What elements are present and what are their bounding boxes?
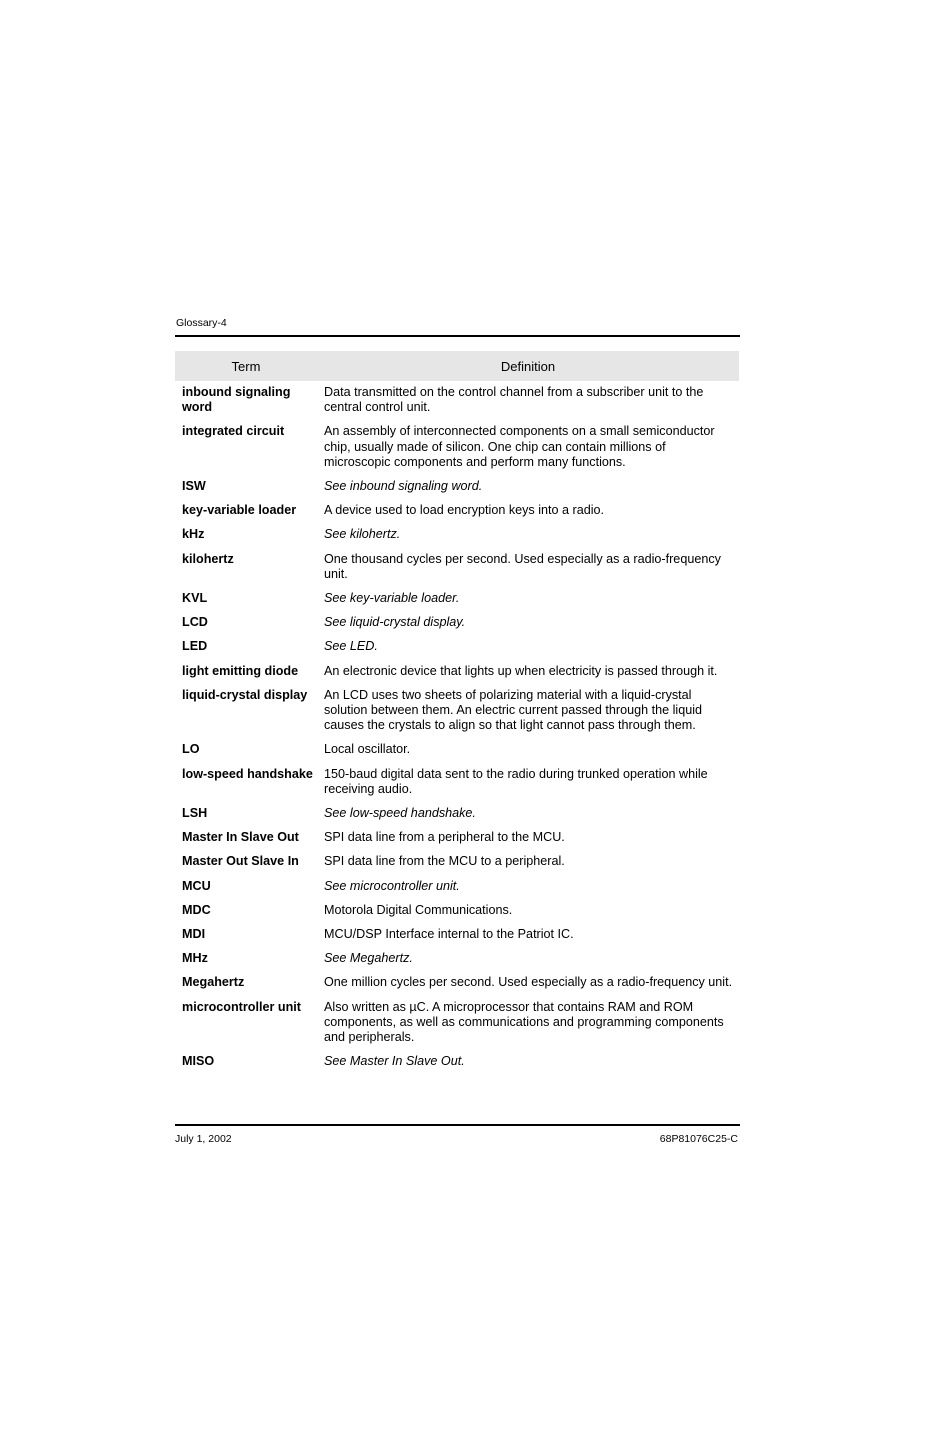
glossary-definition: Local oscillator. <box>324 742 411 757</box>
glossary-term: LSH <box>182 806 208 821</box>
glossary-definition: Also written as µC. A microprocessor that contains RAM and ROM components, as well as communications and programming components and peripherals. <box>324 999 724 1045</box>
table-row <box>175 421 739 476</box>
table-row <box>175 636 739 660</box>
table-row <box>175 827 739 851</box>
page-header-label: Glossary-4 <box>176 317 227 329</box>
glossary-definition: SPI data line from the MCU to a peripheral. <box>324 854 565 869</box>
glossary-definition: See liquid-crystal display. <box>324 615 466 630</box>
glossary-definition: Motorola Digital Communications. <box>324 902 513 917</box>
glossary-term: ISW <box>182 479 206 494</box>
glossary-definition: MCU/DSP Interface internal to the Patriot IC. <box>324 927 574 942</box>
table-row <box>175 612 739 636</box>
table-row <box>175 764 739 803</box>
glossary-definition: See microcontroller unit. <box>324 878 460 893</box>
glossary-definition: SPI data line from a peripheral to the MCU. <box>324 830 565 845</box>
glossary-term: light emitting diode <box>182 663 299 678</box>
glossary-definition: See kilohertz. <box>324 527 401 542</box>
glossary-definition: One thousand cycles per second. Used especially as a radio-frequency unit. <box>324 551 721 581</box>
glossary-term: liquid-crystal display <box>182 687 308 702</box>
header-rule <box>175 335 740 337</box>
table-row <box>175 739 739 763</box>
glossary-definition: See Master In Slave Out. <box>324 1054 465 1069</box>
table-row <box>175 661 739 685</box>
table-row <box>175 900 739 924</box>
glossary-definition: See key-variable loader. <box>324 591 460 606</box>
glossary-term: MCU <box>182 878 211 893</box>
glossary-term: inbound signaling word <box>182 385 291 415</box>
table-header-row <box>175 351 739 381</box>
glossary-definition: An LCD uses two sheets of polarizing material with a liquid-crystal solution between them. An electric current passed through the liquid causes the crystals to align so that light cannot pass through them. <box>324 687 703 733</box>
glossary-term: Master In Slave Out <box>182 830 299 845</box>
glossary-definition: See Megahertz. <box>324 951 413 966</box>
table-row <box>175 803 739 827</box>
table-row <box>175 851 739 875</box>
glossary-definition: 150-baud digital data sent to the radio during trunked operation while receiving audio. <box>324 766 708 796</box>
glossary-term: MISO <box>182 1054 215 1069</box>
term-column-header: Term <box>175 351 317 381</box>
footer-doc-number: 68P81076C25-C <box>659 1133 738 1145</box>
table-row <box>175 948 739 972</box>
table-row <box>175 997 739 1052</box>
glossary-term: MDI <box>182 927 206 942</box>
glossary-term: low-speed handshake <box>182 766 313 781</box>
glossary-term: LO <box>182 742 200 757</box>
glossary-term: kHz <box>182 527 205 542</box>
glossary-definition: See LED. <box>324 639 378 654</box>
footer-rule <box>175 1124 740 1126</box>
table-row <box>175 381 739 421</box>
glossary-table <box>175 351 739 1076</box>
glossary-term: integrated circuit <box>182 424 285 439</box>
glossary-definition: A device used to load encryption keys into a radio. <box>324 503 605 518</box>
definition-column-header: Definition <box>317 351 739 381</box>
glossary-definition: See inbound signaling word. <box>324 479 483 494</box>
glossary-term: MDC <box>182 902 211 917</box>
glossary-term: microcontroller unit <box>182 999 301 1014</box>
glossary-term: kilohertz <box>182 551 234 566</box>
glossary-definition: One million cycles per second. Used especially as a radio-frequency unit. <box>324 975 733 990</box>
table-row <box>175 685 739 740</box>
glossary-term: Megahertz <box>182 975 245 990</box>
table-row <box>175 924 739 948</box>
glossary-definition: An assembly of interconnected components on a small semiconductor chip, usually made of silicon. One chip can contain millions of microscopic components and perform many functions. <box>324 424 715 469</box>
table-row <box>175 1051 739 1075</box>
glossary-term: MHz <box>182 951 208 966</box>
glossary-definition: Data transmitted on the control channel from a subscriber unit to the central control unit. <box>324 385 704 415</box>
footer-date: July 1, 2002 <box>175 1133 232 1145</box>
glossary-term: Master Out Slave In <box>182 854 299 869</box>
glossary-term: LED <box>182 639 208 654</box>
glossary-definition: An electronic device that lights up when electricity is passed through it. <box>324 663 718 678</box>
table-row <box>175 588 739 612</box>
glossary-definition: See low-speed handshake. <box>324 806 476 821</box>
glossary-term: key-variable loader <box>182 503 297 518</box>
table-row <box>175 876 739 900</box>
table-row <box>175 972 739 996</box>
table-row <box>175 524 739 548</box>
table-row <box>175 476 739 500</box>
table-row <box>175 500 739 524</box>
table-row <box>175 549 739 588</box>
glossary-term: KVL <box>182 591 208 606</box>
glossary-term: LCD <box>182 615 208 630</box>
glossary-body <box>175 381 739 1076</box>
